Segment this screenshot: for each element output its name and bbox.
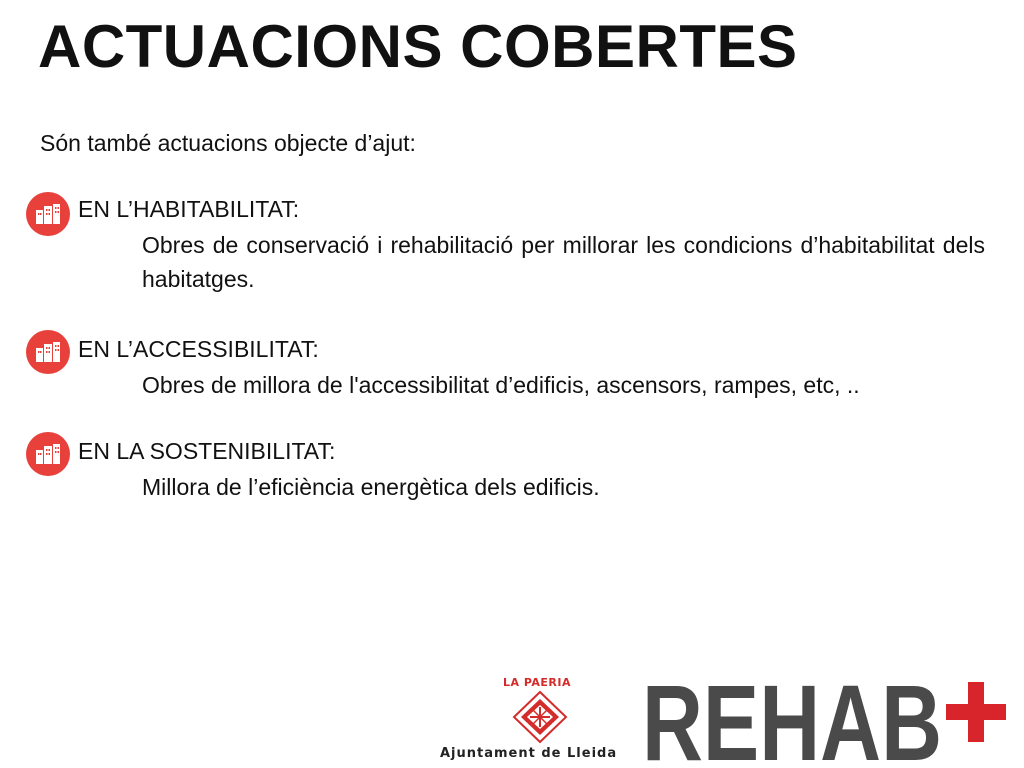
item-heading: EN L’HABITABILITAT: [78, 196, 300, 222]
building-icon [26, 192, 70, 236]
paeria-seal-icon [512, 690, 568, 744]
item-description: Obres de conservació i rehabilitació per millorar les condicions d’habitabilitat dels habitatges. [142, 232, 985, 292]
paeria-top-label: LA PAERIA [503, 676, 572, 689]
item-heading: EN LA SOSTENIBILITAT: [78, 438, 336, 464]
paeria-logo [440, 676, 640, 766]
slide-title: ACTUACIONS COBERTES [38, 13, 798, 80]
plus-icon [946, 682, 1006, 742]
rehab-logo-text: REHAB [642, 672, 942, 764]
item-description: Millora de l’eficiència energètica dels edificis. [142, 474, 600, 500]
building-icon [26, 330, 70, 374]
rehab-logo [640, 672, 1020, 764]
intro-text: Són també actuacions objecte d’ajut: [40, 130, 416, 156]
paeria-bottom-label: Ajuntament de Lleida [440, 746, 618, 761]
item-description: Obres de millora de l'accessibilitat d’edificis, ascensors, rampes, etc, .. [142, 372, 860, 398]
item-heading: EN L’ACCESSIBILITAT: [78, 336, 319, 362]
building-icon [26, 432, 70, 476]
